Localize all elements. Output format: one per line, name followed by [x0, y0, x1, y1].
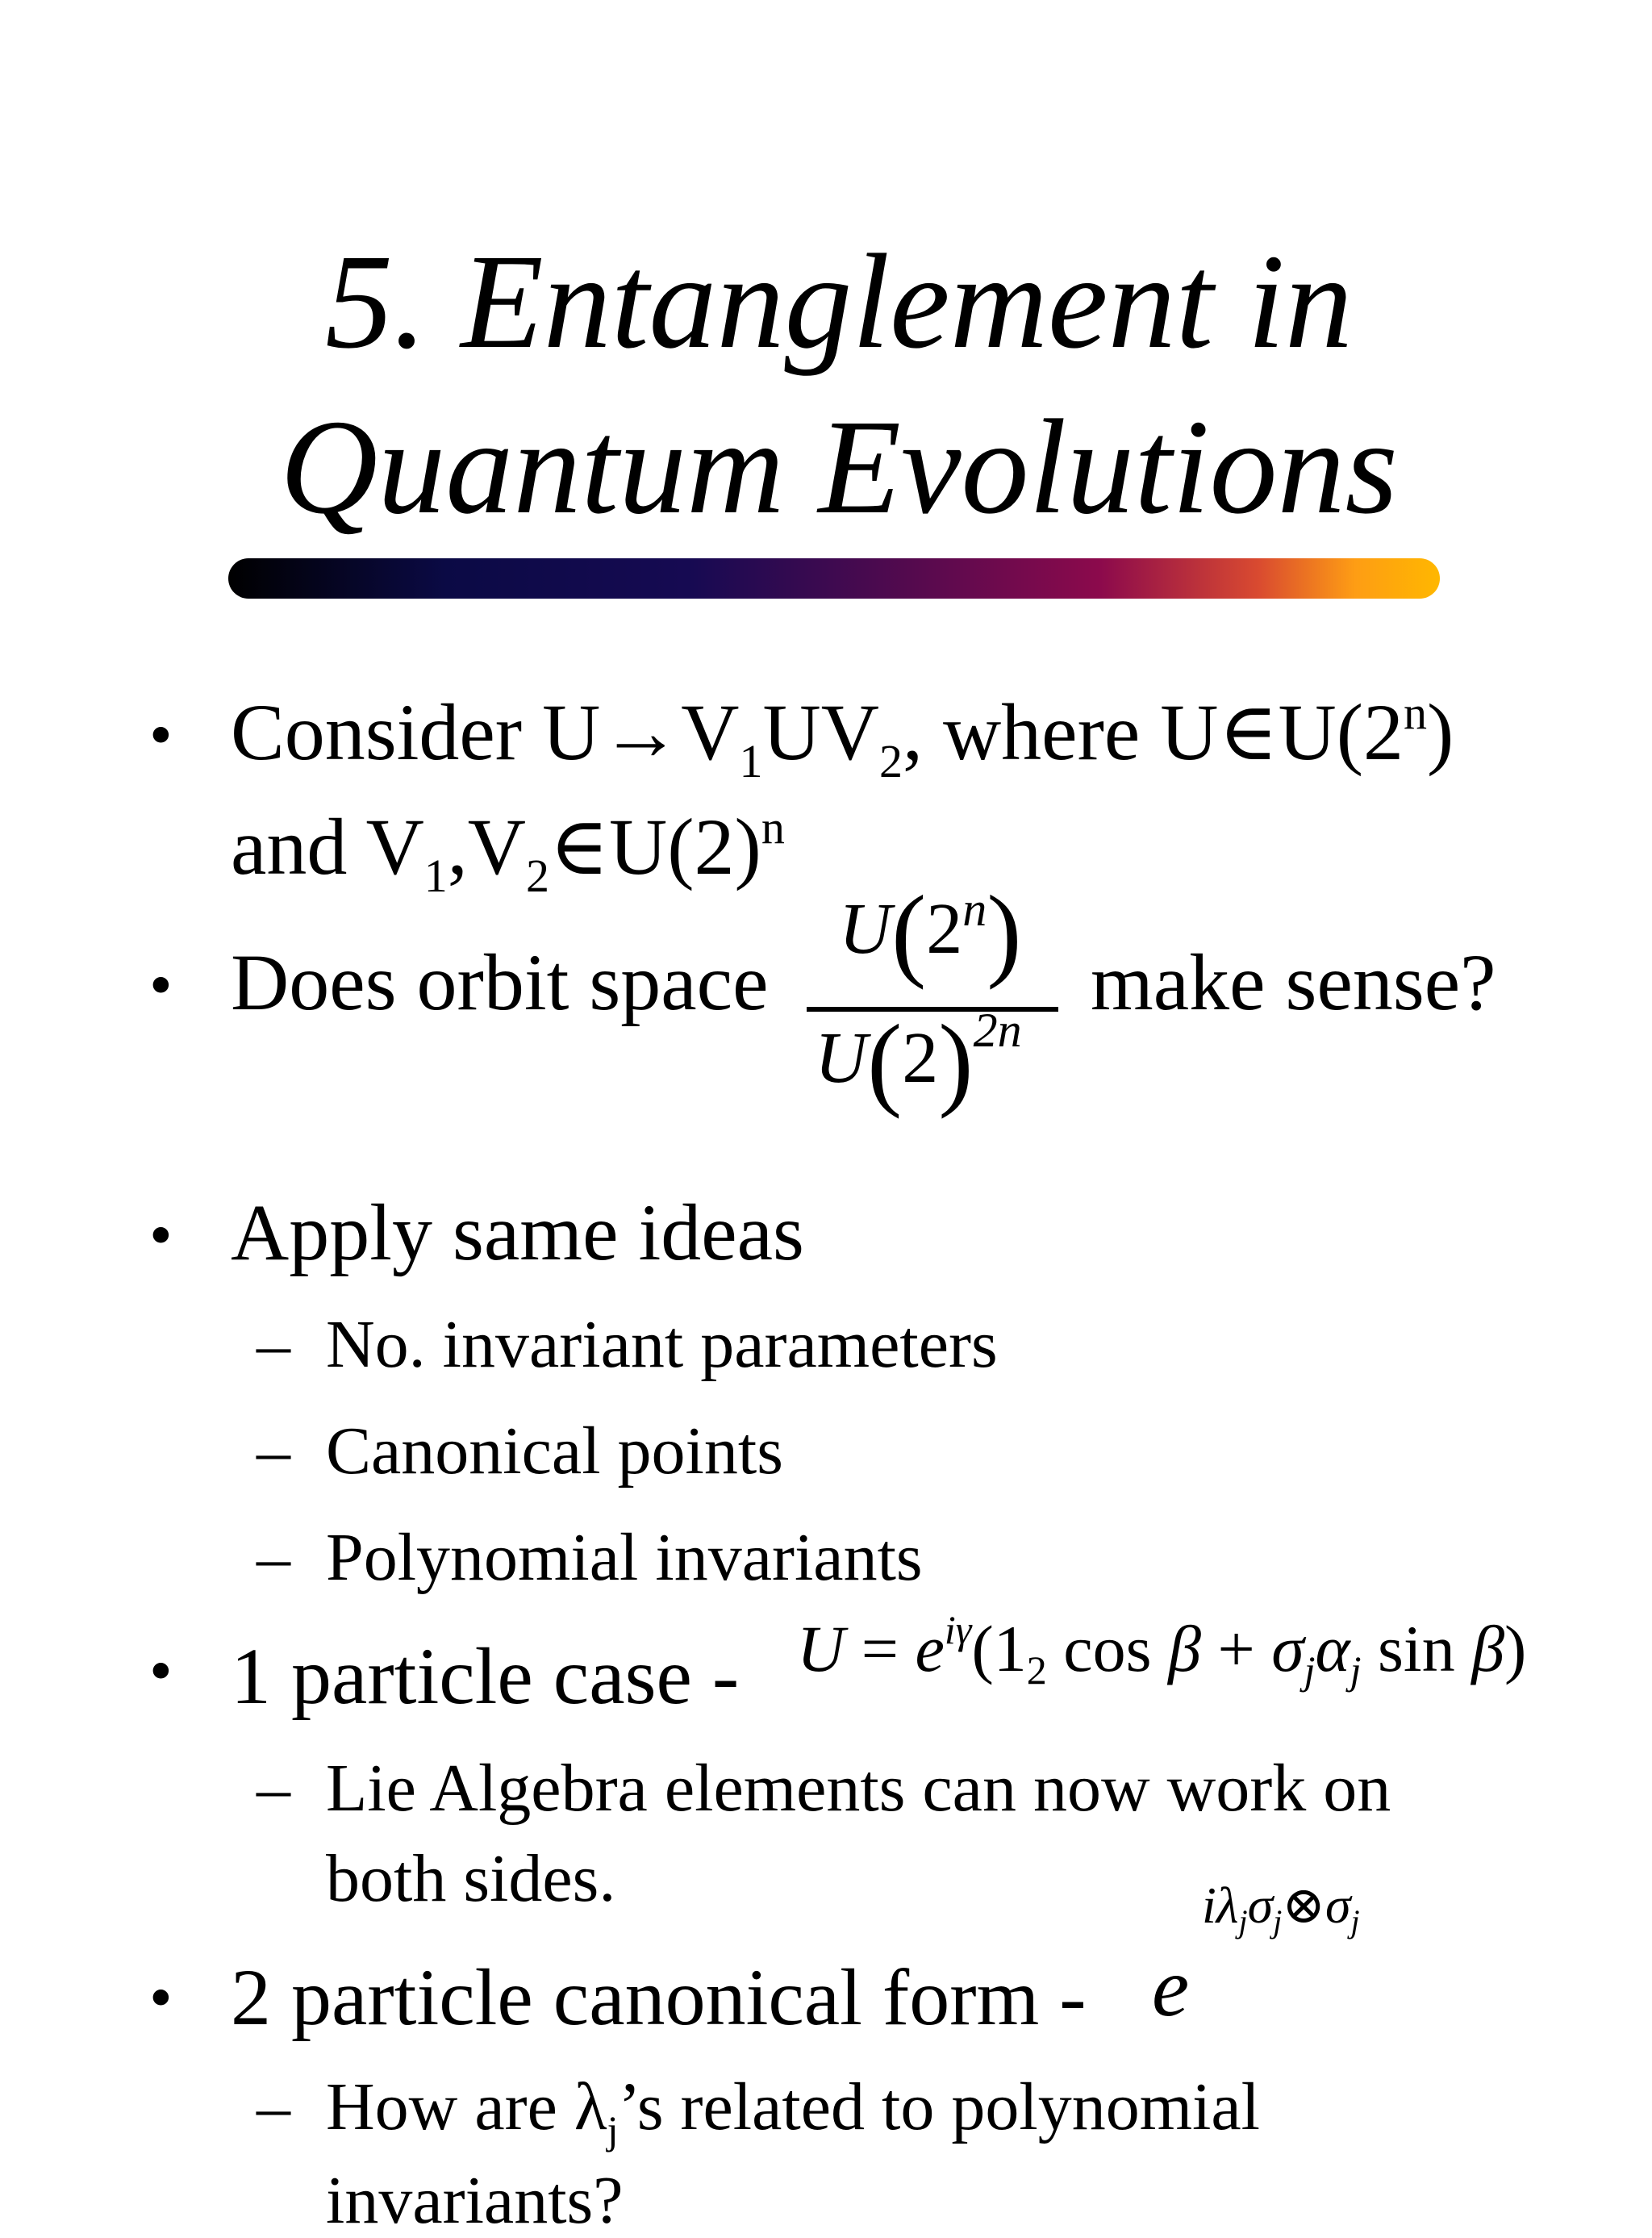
sub-item-lie-algebra-line1: Lie Algebra elements can now work on — [326, 1751, 1391, 1826]
sub-item-lambda-question: How are $\lambda_j’s$ related to polynomial — [326, 2069, 1260, 2152]
bullet-marker: • — [149, 1960, 173, 2034]
bullet-marker: • — [149, 698, 173, 771]
dash-marker: – — [257, 1520, 290, 1595]
dash-marker: – — [257, 1413, 290, 1489]
title-gradient-bar — [228, 558, 1440, 599]
fraction-denominator: $U(2)^{2n}$ — [815, 1004, 1022, 1120]
sub-item-polynomial-invariants: Polynomial invariants — [326, 1520, 923, 1595]
bullet-two-particle: 2 particle canonical form - — [231, 1952, 1087, 2042]
sub-item-canonical-points: Canonical points — [326, 1413, 783, 1489]
bullet-consider-line2: and $V_1,V_2\in U(2)^n$ — [231, 801, 785, 902]
sub-item-lambda-question-line2: invariants? — [326, 2163, 624, 2238]
dash-marker: – — [257, 2069, 290, 2144]
bullet-orbit-prefix: Does orbit space — [231, 937, 769, 1027]
bullet-marker: • — [149, 948, 173, 1021]
dash-marker: – — [257, 1307, 290, 1382]
bullet-marker: • — [149, 1634, 173, 1707]
bullet-marker: • — [149, 1198, 173, 1271]
bullet-apply-ideas: Apply same ideas — [231, 1188, 804, 1277]
dash-marker: – — [257, 1751, 290, 1826]
bullet-consider-line1: Consider $U\to V_1UV_2$, where U∈U(2$^n$) — [231, 687, 1454, 787]
bullet-orbit-suffix: make sense? — [1091, 937, 1496, 1027]
one-particle-equation: $U = e^{i\gamma}(1_2$ $\cos \beta + \sigma_j\alpha_j$ sin β) — [797, 1607, 1527, 1693]
bullet-one-particle: 1 particle case - — [231, 1631, 740, 1721]
sub-item-invariant-parameters: No. invariant parameters — [326, 1307, 998, 1382]
slide-title-line2: Quantum Evolutions — [280, 392, 1398, 542]
slide-title-line1: 5. Entanglement in — [325, 227, 1353, 377]
sub-item-lie-algebra-line2: both sides. — [326, 1841, 616, 1916]
fraction-numerator: U(2$^n$) — [839, 875, 1022, 991]
